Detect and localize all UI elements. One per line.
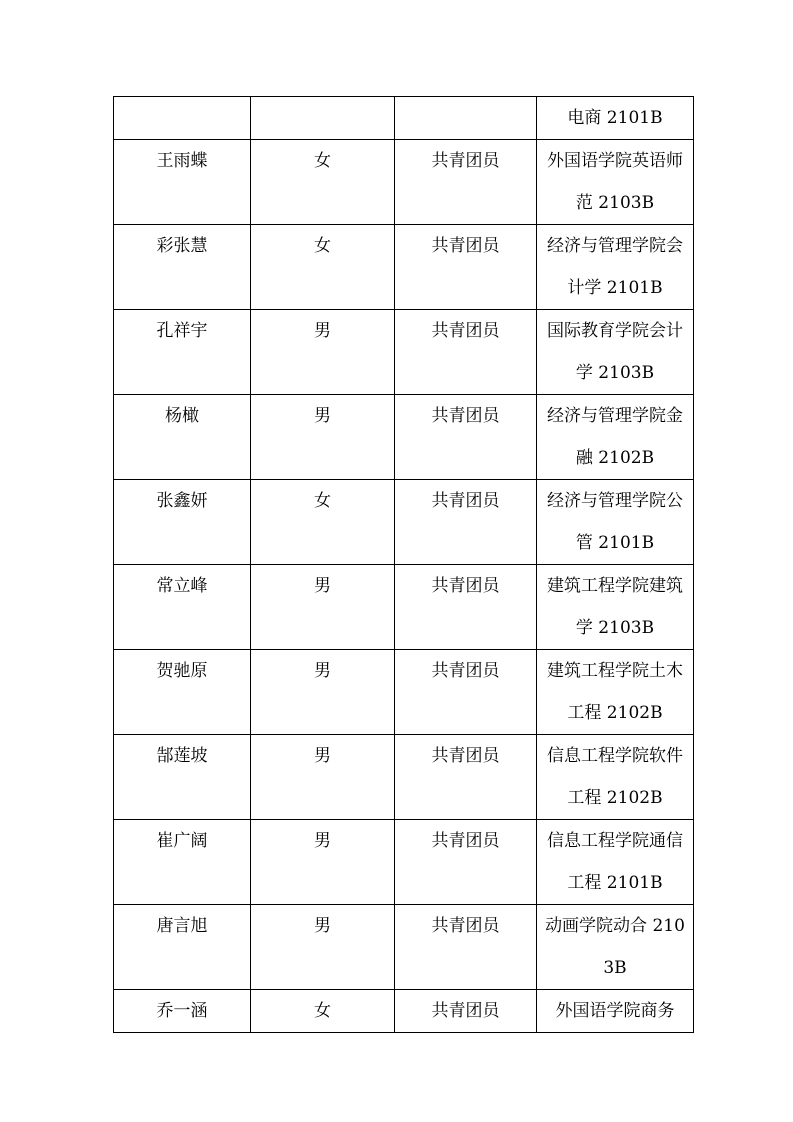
class-cell: 信息工程学院通信工程 2101B [537, 820, 694, 905]
class-cell: 国际教育学院会计学 2103B [537, 310, 694, 395]
table-row [114, 140, 694, 225]
table-row [114, 310, 694, 395]
class-cell: 外国语学院商务 [537, 990, 694, 1033]
gender-cell: 女 [251, 480, 395, 565]
political-status-cell: 共青团员 [395, 820, 537, 905]
table-row [114, 97, 694, 140]
class-cell: 经济与管理学院会计学 2101B [537, 225, 694, 310]
name-cell [114, 97, 251, 140]
name-cell: 杨橄 [114, 395, 251, 480]
gender-cell: 男 [251, 650, 395, 735]
table-row [114, 480, 694, 565]
student-roster-table [113, 96, 694, 1033]
table-row [114, 905, 694, 990]
name-cell: 乔一涵 [114, 990, 251, 1033]
table-row [114, 735, 694, 820]
class-cell: 动画学院动合 2103B [537, 905, 694, 990]
name-cell: 彩张慧 [114, 225, 251, 310]
name-cell: 孔祥宇 [114, 310, 251, 395]
class-cell: 建筑工程学院土木工程 2102B [537, 650, 694, 735]
name-cell: 常立峰 [114, 565, 251, 650]
political-status-cell: 共青团员 [395, 225, 537, 310]
political-status-cell: 共青团员 [395, 140, 537, 225]
political-status-cell: 共青团员 [395, 990, 537, 1033]
political-status-cell: 共青团员 [395, 650, 537, 735]
class-cell: 外国语学院英语师范 2103B [537, 140, 694, 225]
political-status-cell: 共青团员 [395, 480, 537, 565]
class-cell: 信息工程学院软件工程 2102B [537, 735, 694, 820]
gender-cell: 男 [251, 905, 395, 990]
political-status-cell: 共青团员 [395, 565, 537, 650]
political-status-cell: 共青团员 [395, 395, 537, 480]
gender-cell: 男 [251, 565, 395, 650]
class-cell: 建筑工程学院建筑学 2103B [537, 565, 694, 650]
class-cell: 经济与管理学院金融 2102B [537, 395, 694, 480]
class-cell: 经济与管理学院公管 2101B [537, 480, 694, 565]
class-cell: 电商 2101B [537, 97, 694, 140]
political-status-cell [395, 97, 537, 140]
table-row [114, 990, 694, 1033]
name-cell: 王雨蝶 [114, 140, 251, 225]
gender-cell: 男 [251, 395, 395, 480]
table-row [114, 820, 694, 905]
political-status-cell: 共青团员 [395, 310, 537, 395]
table-row [114, 565, 694, 650]
gender-cell: 女 [251, 225, 395, 310]
gender-cell: 女 [251, 990, 395, 1033]
gender-cell: 男 [251, 735, 395, 820]
name-cell: 崔广阔 [114, 820, 251, 905]
name-cell: 郜莲坡 [114, 735, 251, 820]
table-row [114, 395, 694, 480]
gender-cell [251, 97, 395, 140]
table-row [114, 225, 694, 310]
table-row [114, 650, 694, 735]
roster-body [114, 97, 694, 1033]
gender-cell: 男 [251, 820, 395, 905]
political-status-cell: 共青团员 [395, 735, 537, 820]
name-cell: 唐言旭 [114, 905, 251, 990]
name-cell: 张鑫妍 [114, 480, 251, 565]
gender-cell: 男 [251, 310, 395, 395]
political-status-cell: 共青团员 [395, 905, 537, 990]
gender-cell: 女 [251, 140, 395, 225]
name-cell: 贺驰原 [114, 650, 251, 735]
